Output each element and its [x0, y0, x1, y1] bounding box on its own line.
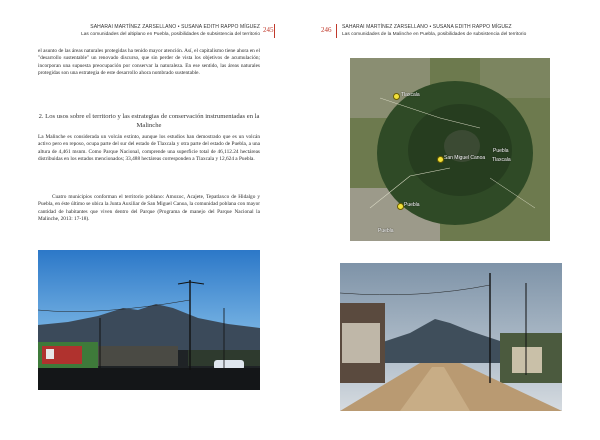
header-authors: SAHARAI MARTÍNEZ ZARSELLANO • SUSANA EDITH RAPPO MÍGUEZ — [90, 24, 260, 30]
map-label: Tlaxcala — [492, 157, 511, 163]
header-divider — [336, 24, 337, 38]
paragraph: La Malinche es considerada un volcán extinto, aunque los estudios han demostrado que es un volcán activo pero en reposo, ocupa parte del sur del estado de Tlaxcala y otra parte del estado de Puebla, a una altura de 4,461 msnm. Como Parque Nacional, comprende una superficie total de 46,112.24 hectáreas distribuidas en los estados mencionados; 33,488 hectáreas corresponden a Tlaxcala y 12,624 a Puebla. — [38, 134, 260, 163]
map-label: Puebla — [378, 228, 394, 234]
map-label: Puebla — [404, 202, 420, 208]
map-label: Tlaxcala — [401, 92, 420, 98]
section-heading: 2. Los usos sobre el territorio y las estrategias de conservación instrumentadas en la Malinche — [38, 113, 260, 129]
paragraph: el asunto de las áreas naturales protegidas ha tenido mayor atención. Así, el capitalismo tiene ahora en el "desarrollo sustentable" un renovado discurso, que sin perder de vista los objetivos de acumulación; incorporan una supuesta preocupación por conservar la naturaleza. En ese sentido, las áreas naturales protegidas son una estrategia de este desarrollo ahora nombrado sustentable. — [38, 48, 260, 77]
paragraph: Cuatro municipios conforman el territorio poblano: Amozoc, Acajete, Tepatlaxco de Hidalgo y Puebla, en éste último se ubica la Junta Auxiliar de San Miguel Canoa, la comunidad poblana con mayor cantidad de habitantes que viven dentro del Parque (Programa de manejo del Parque Nacional la Malinche, 2013: 17-18). — [38, 194, 260, 223]
header-divider — [274, 24, 275, 38]
map-pin — [393, 93, 400, 100]
header-authors: SAHARAI MARTÍNEZ ZARSELLANO • SUSANA EDITH RAPPO MÍGUEZ — [342, 24, 512, 30]
header-title: Las comunidades del altiplano en Puebla, posibilidades de subsistencia del territorio — [81, 32, 260, 37]
street-photo-right — [340, 263, 562, 411]
page-number: 245 — [263, 26, 274, 34]
map-label: San Miguel Canoa — [444, 155, 486, 161]
header-title: Las comunidades de la Malinche en Puebla, posibilidades de subsistencia del territorio — [342, 32, 527, 37]
running-header-right — [342, 24, 552, 38]
map-label: Puebla — [493, 148, 509, 154]
satellite-map — [350, 58, 550, 241]
map-pin — [397, 203, 404, 210]
running-header-left — [60, 24, 260, 38]
map-pin — [437, 156, 444, 163]
street-photo-left — [38, 250, 260, 390]
page-number: 246 — [321, 26, 332, 34]
